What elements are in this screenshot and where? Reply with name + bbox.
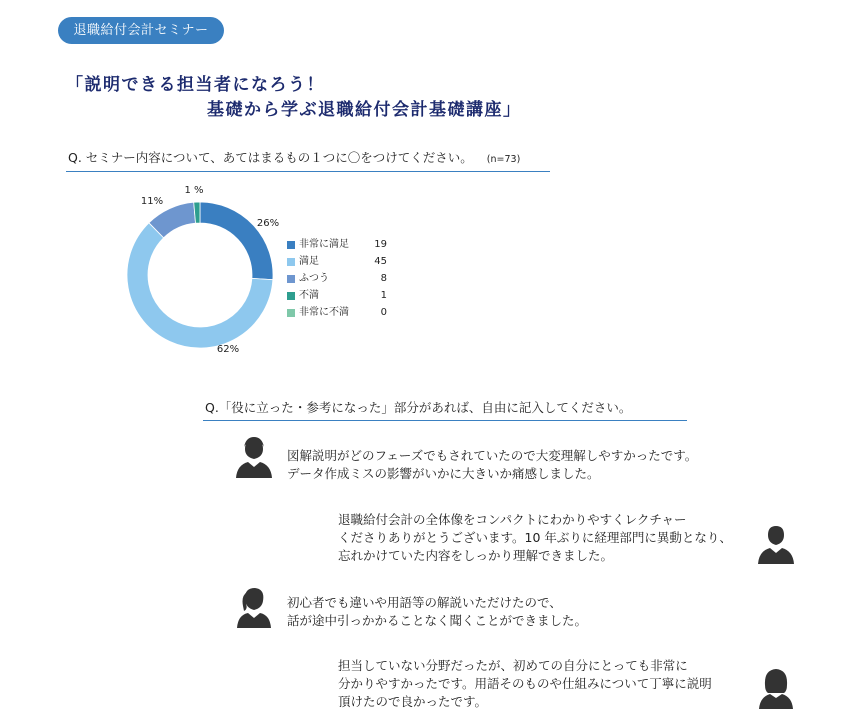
- comment-line: 担当していない分野だったが、初めての自分にとっても非常に: [338, 658, 688, 673]
- survey-question-2: Q.「役に立った・参考になった」部分があれば、自由に記入してください。: [205, 400, 632, 415]
- legend-swatch: [287, 241, 295, 249]
- legend-item: [287, 255, 387, 272]
- comment-3: [287, 594, 587, 630]
- percent-label: 11%: [140, 196, 164, 207]
- seminar-tag: 退職給付会計セミナー: [58, 17, 224, 44]
- legend-item: [287, 289, 387, 306]
- comment-line: 頂けたので良かったです。: [338, 694, 488, 709]
- female-person-icon: [756, 665, 796, 709]
- donut-slice: [200, 202, 273, 280]
- comment-line: データ作成ミスの影響がいかに大きいか痛感しました。: [287, 466, 600, 481]
- legend-count: 1: [380, 290, 387, 301]
- comment-line: 退職給付会計の全体像をコンパクトにわかりやすくレクチャー: [338, 512, 687, 527]
- legend-item: [287, 238, 387, 255]
- legend-label: 非常に満足: [299, 239, 349, 250]
- comment-line: 話が途中引っかかることなく聞くことができました。: [287, 613, 588, 628]
- legend-swatch: [287, 275, 295, 283]
- percent-label: 1 %: [184, 185, 204, 196]
- comment-4: [338, 657, 712, 711]
- chart-legend: [287, 238, 387, 323]
- legend-label: 不満: [299, 290, 319, 301]
- legend-count: 0: [380, 307, 387, 318]
- legend-swatch: [287, 292, 295, 300]
- comment-line: 初心者でも違いや用語等の解説いただけたので、: [287, 595, 562, 610]
- legend-count: 8: [380, 273, 387, 284]
- percent-label: 26%: [256, 218, 280, 229]
- survey-question-1-text: Q. セミナー内容について、あてはまるもの１つに〇をつけてください。: [68, 150, 473, 165]
- legend-count: 19: [374, 239, 387, 250]
- page-title-line-2: 基礎から学ぶ退職給付会計基礎講座」: [207, 100, 522, 120]
- percent-label: 62%: [216, 344, 240, 355]
- legend-label: 満足: [299, 256, 319, 267]
- comment-line: 図解説明がどのフェーズでもされていたので大変理解しやすかったです。: [287, 448, 698, 463]
- divider: [203, 420, 687, 421]
- comment-line: くださりありがとうございます。10 年ぶりに経理部門に異動となり、: [338, 530, 732, 545]
- legend-label: 非常に不満: [299, 307, 349, 318]
- sample-size-label: (n=73): [486, 154, 521, 165]
- legend-label: ふつう: [299, 273, 329, 284]
- page-title-line-1: 「説明できる担当者になろう！: [66, 75, 325, 95]
- legend-item: [287, 306, 387, 323]
- legend-swatch: [287, 258, 295, 266]
- male-person-icon: [756, 520, 796, 564]
- comment-line: 分かりやすかったです。用語そのものや仕組みについて丁寧に説明: [338, 676, 712, 691]
- legend-swatch: [287, 309, 295, 317]
- legend-item: [287, 272, 387, 289]
- comment-1: [287, 447, 697, 483]
- male-person-icon: [234, 434, 274, 478]
- legend-count: 45: [374, 256, 387, 267]
- female-person-icon: [234, 584, 274, 628]
- comment-2: [338, 511, 732, 565]
- comment-line: 忘れかけていた内容をしっかり理解できました。: [338, 548, 614, 563]
